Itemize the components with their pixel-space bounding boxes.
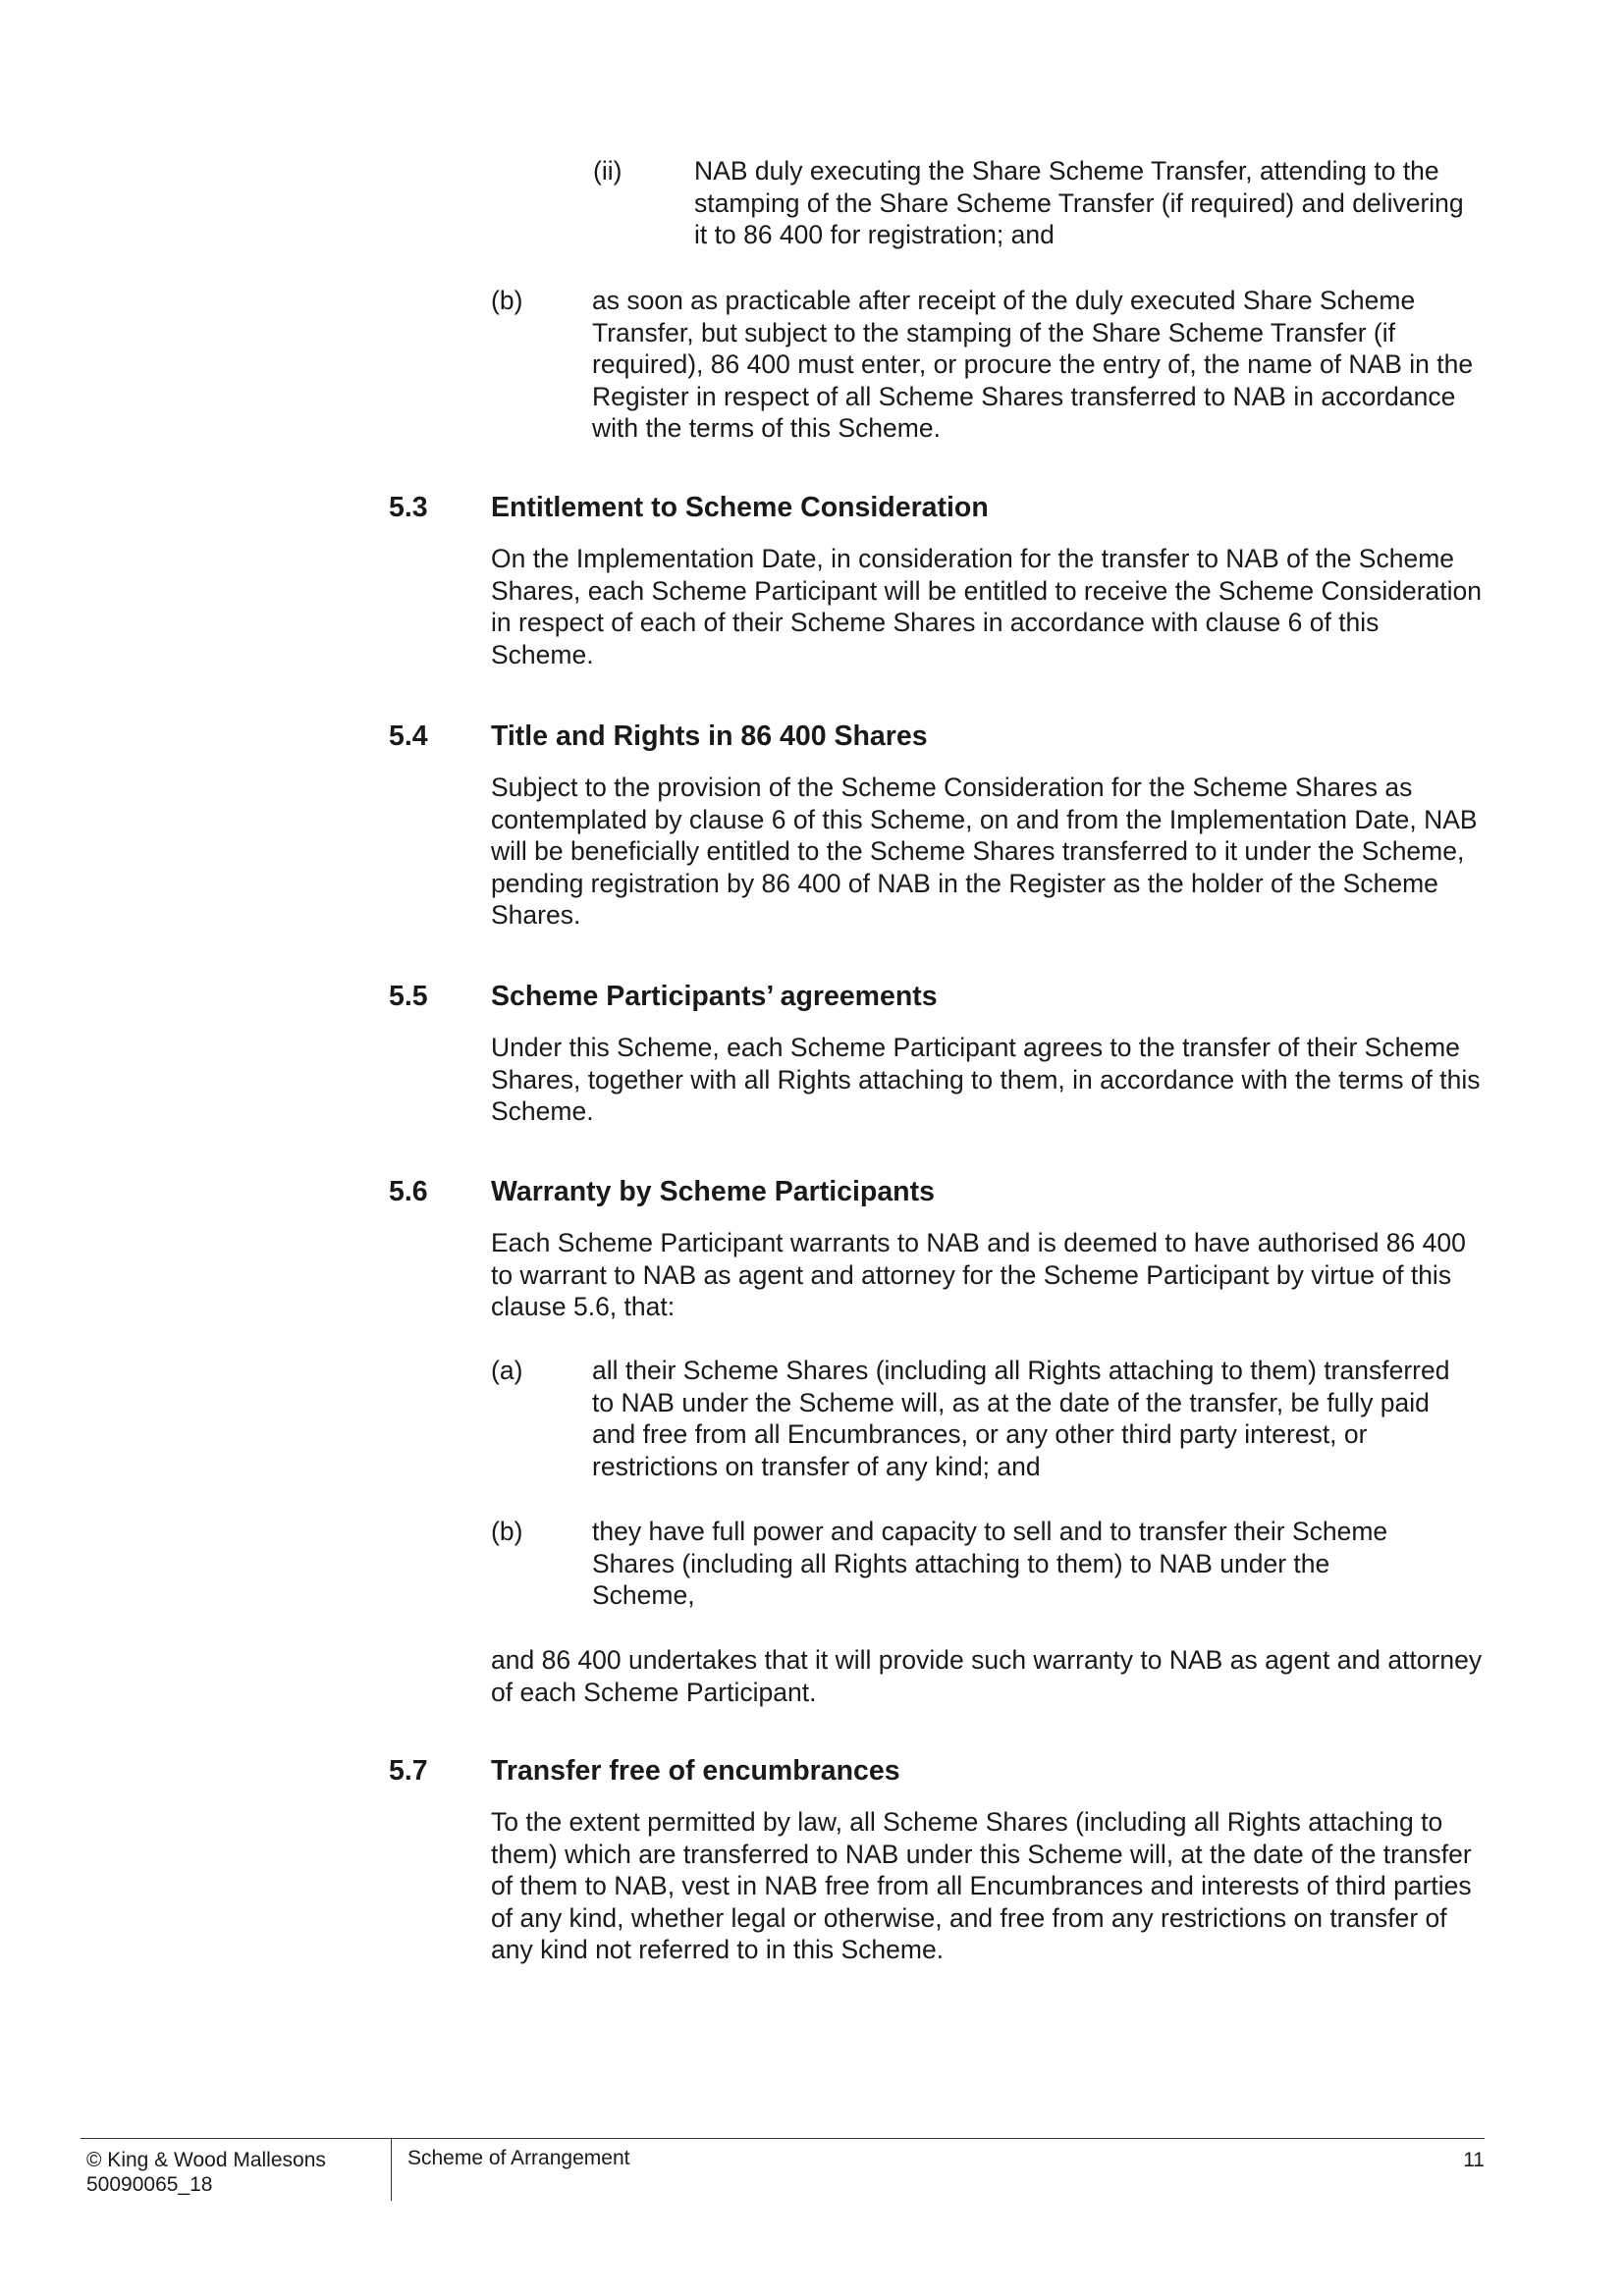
section-paragraph: Each Scheme Participant warrants to NAB and is deemed to have authorised 86 400 to warrant to NAB as agent and attorney for the Scheme Participant by virtue of this clause 5.6, that: — [491, 1228, 1466, 1321]
section-paragraph: Subject to the provision of the Scheme Consideration for the Scheme Shares as contemplated by clause 6 of this Scheme, on and from the Implementation Date, NAB will be beneficially entitled to the Scheme Shares transferred to it under the Scheme, pending registration by 86 400 of NAB in the Register as the holder of the Scheme Shares. — [491, 773, 1478, 930]
footer-doc-ref: 50090065_18 — [86, 2173, 213, 2196]
section-title: Warranty by Scheme Participants — [491, 1176, 935, 1207]
section-paragraph: To the extent permitted by law, all Scheme Shares (including all Rights attaching to them) which are transferred to NAB under this Scheme will, at the date of the transfer of them to NAB, vest in NAB free from all Encumbrances and interests of third parties of any kind, whether legal or otherwise, and free from any restrictions on transfer of any kind not referred to in this Scheme. — [491, 1807, 1472, 1964]
sub-item-text: NAB duly executing the Share Scheme Transfer, attending to the stamping of the Share Scheme Transfer (if required) and delivering it to 86 400 for registration; and — [694, 156, 1464, 249]
section-paragraph: Under this Scheme, each Scheme Participant agrees to the transfer of their Scheme Shares, together with all Rights attaching to them, in accordance with the terms of this Scheme. — [491, 1033, 1481, 1126]
section-title: Scheme Participants’ agreements — [491, 981, 938, 1012]
footer-doc-title: Scheme of Arrangement — [407, 2147, 630, 2169]
section-number: 5.7 — [389, 1755, 428, 1787]
page-number: 11 — [1463, 2149, 1485, 2171]
list-item-label: (a) — [491, 1356, 523, 1385]
section-title: Entitlement to Scheme Consideration — [491, 492, 989, 523]
sub-item-label: (ii) — [593, 156, 623, 186]
footer-vertical-divider — [391, 2138, 392, 2201]
closing-paragraph: and 86 400 undertakes that it will provide such warranty to NAB as agent and attorney of each Scheme Participant. — [491, 1645, 1483, 1707]
section-title: Title and Rights in 86 400 Shares — [491, 721, 928, 752]
list-item-label: (b) — [491, 1517, 523, 1546]
footer-divider — [81, 2138, 1485, 2139]
section-title: Transfer free of encumbrances — [491, 1755, 900, 1787]
section-paragraph: On the Implementation Date, in consideration for the transfer to NAB of the Scheme Shares, each Scheme Participant will be entitled to receive the Scheme Consideration in respect of each of their Scheme Shares in accordance with clause 6 of this Scheme. — [491, 544, 1483, 669]
section-number: 5.3 — [389, 492, 428, 523]
list-item-text: all their Scheme Shares (including all Rights attaching to them) transferred to NAB under the Scheme will, as at the date of the transfer, be fully paid and free from all Encumbrances, or any other third party interest, or restrictions on transfer of any kind; and — [592, 1356, 1450, 1481]
section-number: 5.5 — [389, 981, 428, 1012]
list-item-text: as soon as practicable after receipt of the duly executed Share Scheme Transfer, but subject to the stamping of the Share Scheme Transfer (if required), 86 400 must enter, or procure the entry of, the name of NAB in the Register in respect of all Scheme Shares transferred to NAB in accordance with the terms of this Scheme. — [592, 286, 1474, 443]
section-number: 5.6 — [389, 1176, 428, 1207]
list-item-text: they have full power and capacity to sell and to transfer their Scheme Shares (including all Rights attaching to them) to NAB under the Scheme, — [592, 1517, 1388, 1610]
footer-copyright: © King & Wood Mallesons — [86, 2149, 326, 2171]
list-item-label: (b) — [491, 286, 523, 315]
section-number: 5.4 — [389, 721, 428, 752]
